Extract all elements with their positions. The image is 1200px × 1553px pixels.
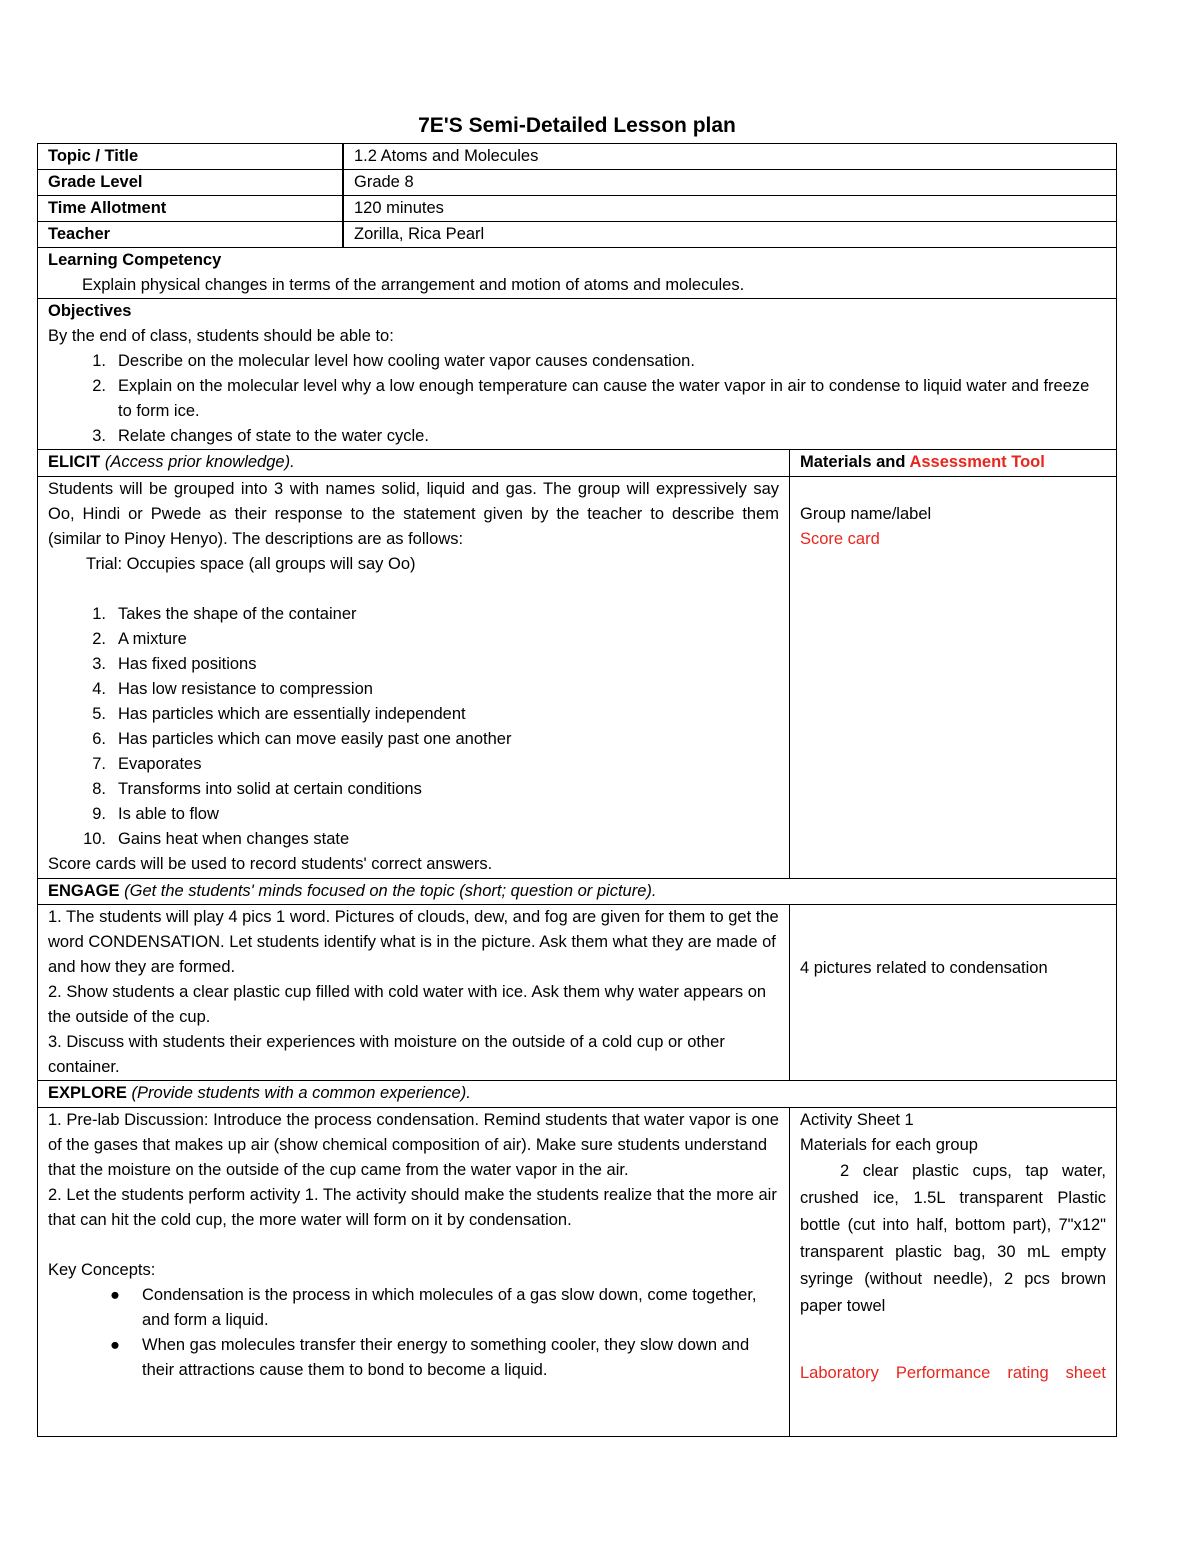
- elicit-item: 9. Is able to flow: [92, 805, 219, 823]
- key-concept-item: ● Condensation is the process in which molecules of a gas slow down, come together, and form a liquid.: [110, 1286, 757, 1329]
- objective-item: 2. Explain on the molecular level why a low enough temperature can cause the water vapor in air to condense to liquid water and freeze to form ice.: [92, 377, 1090, 420]
- grade-level-value: Grade 8: [343, 169, 1117, 196]
- explore-heading: EXPLORE: [48, 1084, 127, 1102]
- explore-subtitle: (Provide students with a common experience).: [131, 1084, 471, 1102]
- explore-assessment: Laboratory Performance rating sheet: [800, 1364, 1106, 1382]
- learning-competency-section: [37, 247, 1117, 299]
- learning-competency-text: Explain physical changes in terms of the arrangement and motion of atoms and molecules.: [82, 276, 745, 294]
- materials-heading: Materials and: [800, 453, 910, 471]
- engage-paragraph: 3. Discuss with students their experiences with moisture on the outside of a cold cup or other container.: [48, 1033, 725, 1076]
- explore-paragraph: 1. Pre-lab Discussion: Introduce the process condensation. Remind students that water vapor is one of the gases that makes up air (show chemical composition of air). Make sure students understand that the moisture on the outside of the cup came from the water vapor in the air.: [48, 1111, 779, 1179]
- time-allotment-value: 120 minutes: [343, 195, 1117, 222]
- objective-item: 1. Describe on the molecular level how cooling water vapor causes condensation.: [92, 352, 695, 370]
- objective-item: 3. Relate changes of state to the water cycle.: [92, 427, 429, 445]
- topic-label: Topic / Title: [37, 143, 343, 170]
- key-concepts-heading: Key Concepts:: [48, 1261, 156, 1279]
- document-title: 7E'S Semi-Detailed Lesson plan: [418, 114, 736, 137]
- elicit-footer: Score cards will be used to record students' correct answers.: [48, 855, 493, 873]
- objectives-intro: By the end of class, students should be able to:: [48, 327, 394, 345]
- elicit-item: 3. Has fixed positions: [92, 655, 257, 673]
- teacher-value: Zorilla, Rica Pearl: [343, 221, 1117, 248]
- topic-value: 1.2 Atoms and Molecules: [343, 143, 1117, 170]
- explore-materials: [789, 1107, 1117, 1437]
- objectives-heading: Objectives: [48, 302, 132, 320]
- explore-header: [37, 1080, 1117, 1108]
- assessment-heading: Assessment Tool: [909, 453, 1045, 471]
- explore-paragraph: 2. Let the students perform activity 1. The activity should make the students realize that the more air that can hit the cold cup, the more water will form on it by condensation.: [48, 1186, 777, 1229]
- elicit-item: 4. Has low resistance to compression: [92, 680, 373, 698]
- elicit-item: 7. Evaporates: [92, 755, 202, 773]
- elicit-material: Group name/label: [800, 505, 932, 523]
- elicit-item: 1. Takes the shape of the container: [92, 605, 357, 623]
- engage-header: [37, 878, 1117, 905]
- elicit-item: 2. A mixture: [92, 630, 187, 648]
- learning-competency-heading: Learning Competency: [48, 251, 222, 269]
- materials-list: 2 clear plastic cups, tap water, crushed ice, 1.5L transparent Plastic bottle (cut into half, bottom part), 7"x12" transparent plastic bag, 30 mL empty syringe (without needle), 2 pcs brown paper towel: [800, 1162, 1106, 1315]
- elicit-item: 10. Gains heat when changes state: [83, 830, 350, 848]
- materials-header: [789, 449, 1117, 477]
- activity-sheet: Activity Sheet 1: [800, 1111, 914, 1129]
- elicit-trial: Trial: Occupies space (all groups will say Oo): [86, 555, 416, 573]
- elicit-assessment: Score card: [800, 530, 880, 548]
- elicit-item: 6. Has particles which can move easily past one another: [92, 730, 512, 748]
- teacher-label: Teacher: [37, 221, 343, 248]
- elicit-heading: ELICIT: [48, 453, 101, 471]
- key-concept-item: ● When gas molecules transfer their energy to something cooler, they slow down and their attractions cause them to bond to become a liquid.: [110, 1336, 750, 1379]
- elicit-item: 8. Transforms into solid at certain conditions: [92, 780, 422, 798]
- engage-paragraph: 2. Show students a clear plastic cup filled with cold water with ice. Ask them why water appears on the outside of the cup.: [48, 983, 767, 1026]
- engage-paragraph: 1. The students will play 4 pics 1 word. Pictures of clouds, dew, and fog are given for them to get the word CONDENSATION. Let students identify what is in the picture. Ask them what they are made of and how they are formed.: [48, 908, 779, 976]
- explore-body: [37, 1107, 790, 1437]
- grade-level-label: Grade Level: [37, 169, 343, 196]
- engage-heading: ENGAGE: [48, 882, 120, 900]
- engage-body: [37, 904, 790, 1081]
- time-allotment-label: Time Allotment: [37, 195, 343, 222]
- elicit-materials: [789, 476, 1117, 879]
- engage-material: 4 pictures related to condensation: [800, 959, 1048, 977]
- elicit-subtitle: (Access prior knowledge).: [104, 453, 295, 471]
- materials-for-group: Materials for each group: [800, 1136, 978, 1154]
- engage-subtitle: (Get the students' minds focused on the topic (short; question or picture).: [124, 882, 657, 900]
- objectives-section: [37, 298, 1117, 450]
- elicit-header: [37, 449, 790, 477]
- elicit-body: [37, 476, 790, 879]
- engage-materials: [789, 904, 1117, 1081]
- elicit-item: 5. Has particles which are essentially independent: [92, 705, 466, 723]
- elicit-description: Students will be grouped into 3 with names solid, liquid and gas. The group will expressively say Oo, Hindi or Pwede as their response to the statement given by the teacher to describe them (similar to Pinoy Henyo). The descriptions are as follows:: [48, 480, 779, 548]
